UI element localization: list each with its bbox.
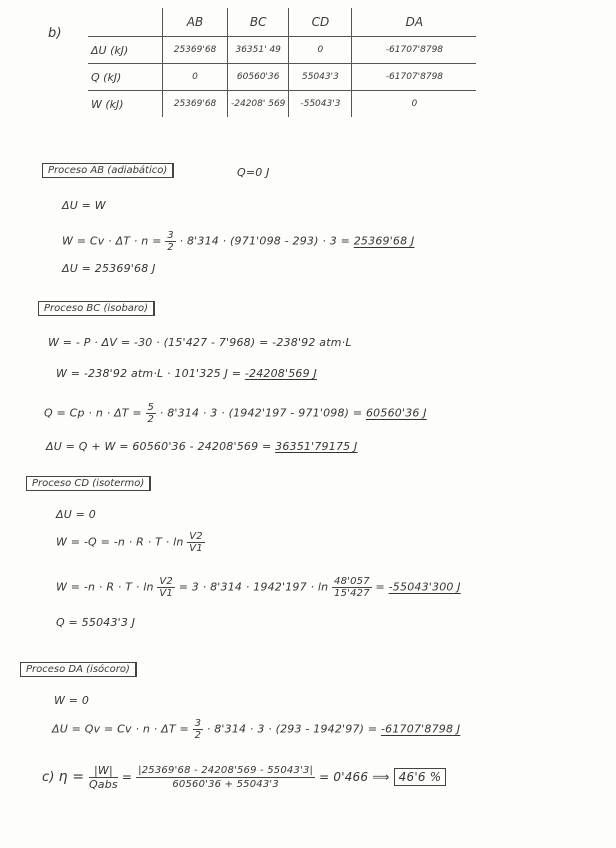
fraction-numerator: V2: [189, 531, 203, 542]
equation-text: =: [117, 770, 137, 784]
fraction: [332, 576, 372, 599]
fraction-numerator: |W|: [89, 764, 118, 778]
fraction: [165, 230, 176, 253]
table-row: [88, 91, 476, 118]
result-value: -55043'300 J: [388, 580, 461, 594]
final-answer: 46'6 %: [394, 768, 447, 786]
result-value: -61707'8798 J: [380, 722, 461, 736]
equation-text: = 0'466 ⟹: [315, 770, 394, 784]
fraction-numerator: 3: [167, 230, 174, 241]
process-bc-line-3: [44, 402, 427, 425]
part-c-line: [42, 764, 446, 791]
fraction-denominator: V1: [189, 543, 203, 554]
fraction-denominator: 2: [147, 414, 155, 425]
table-cell: 25369'68: [163, 37, 228, 64]
process-bc-title: Proceso BC (isobaro): [38, 301, 155, 316]
table-cell: -61707'8798: [352, 64, 477, 91]
fraction: [136, 764, 315, 791]
fraction-numerator: 48'057: [334, 576, 370, 587]
fraction-denominator: 60560'36 + 55043'3: [172, 779, 279, 790]
fraction-numerator: 5: [147, 402, 155, 413]
equation-text: =: [371, 580, 389, 594]
fraction: [157, 576, 175, 599]
table-cell: -55043'3: [289, 91, 352, 118]
table-row: [88, 37, 476, 64]
process-da-title: Proceso DA (isócoro): [20, 662, 137, 677]
table-cell: -24208' 569: [228, 91, 289, 118]
fraction-denominator: Qabs: [88, 778, 118, 791]
table-cell: 0: [289, 37, 352, 64]
table-header-cell: CD: [289, 8, 352, 37]
equation-text: · 8'314 · (971'098 - 293) · 3 =: [175, 234, 354, 248]
result-value: 36351'79175 J: [275, 440, 358, 453]
process-cd-line-1: ΔU = 0: [56, 508, 96, 521]
equation-text: ΔU = Qv = Cv · n · ΔT =: [52, 722, 193, 736]
process-cd-title: Proceso CD (isotermo): [26, 476, 151, 491]
process-ab-line-1: ΔU = W: [62, 199, 106, 212]
equation-text: = 3 · 8'314 · 1942'197 · ln: [175, 580, 333, 594]
fraction: [146, 402, 157, 425]
results-table: [88, 8, 476, 117]
fraction-denominator: V1: [159, 588, 173, 599]
table-header-cell: [88, 8, 163, 37]
result-value: 25369'68 J: [353, 234, 415, 248]
equation-text: · 8'314 · 3 · (1942'197 - 971'098) =: [156, 406, 366, 420]
process-cd-line-2: [56, 531, 205, 554]
fraction: [193, 718, 204, 741]
table-cell: 60560'36: [228, 64, 289, 91]
result-value: -24208'569 J: [244, 367, 317, 380]
table-cell: 0: [163, 64, 228, 91]
process-ab-line-2: [62, 230, 414, 253]
table-row: [88, 64, 476, 91]
process-ab-title: Proceso AB (adiabático): [42, 163, 174, 178]
part-c-label: c): [42, 770, 55, 785]
process-bc-line-1: W = - P · ΔV = -30 · (15'427 - 7'968) = -238'92 atm·L: [48, 336, 352, 349]
equation-text: W = -n · R · T · ln: [56, 580, 158, 594]
fraction-denominator: 2: [167, 242, 174, 253]
process-da-line-2: [52, 718, 460, 741]
table-cell: 55043'3: [289, 64, 352, 91]
process-da-line-1: W = 0: [54, 694, 90, 707]
fraction-denominator: 15'427: [334, 588, 370, 599]
process-cd-line-3: [56, 576, 461, 599]
table-cell: 36351' 49: [228, 37, 289, 64]
table-cell: ΔU (kJ): [88, 37, 163, 64]
process-bc-line-4: [46, 440, 358, 453]
equation-text: W = -Q = -n · R · T · ln: [56, 535, 188, 549]
fraction: [187, 531, 205, 554]
part-b-label: b): [48, 26, 62, 41]
equation-text: W = -238'92 atm·L · 101'325 J =: [56, 367, 245, 380]
fraction-numerator: |25369'68 - 24208'569 - 55043'3|: [138, 765, 314, 776]
table-header-cell: DA: [352, 8, 477, 37]
table-header-cell: AB: [163, 8, 228, 37]
process-ab-condition: Q=0 J: [237, 166, 270, 179]
equation-text: Q = Cp · n · ΔT =: [44, 406, 146, 420]
fraction-numerator: 3: [194, 718, 202, 729]
table-header-row: [88, 8, 476, 37]
process-cd-line-4: Q = 55043'3 J: [56, 616, 136, 629]
result-value: 60560'36 J: [365, 406, 427, 420]
table-cell: -61707'8798: [352, 37, 477, 64]
equation-text: ΔU = Q + W = 60560'36 - 24208'569 =: [46, 440, 276, 453]
efficiency-symbol: η =: [58, 769, 89, 785]
equation-text: W = Cv · ΔT · n =: [62, 234, 166, 248]
table-cell: 0: [352, 91, 477, 118]
process-bc-line-2: [56, 367, 317, 380]
fraction-numerator: V2: [159, 576, 173, 587]
equation-text: · 8'314 · 3 · (293 - 1942'97) =: [203, 722, 381, 736]
table-cell: Q (kJ): [88, 64, 163, 91]
process-ab-line-3: ΔU = 25369'68 J: [62, 262, 156, 275]
fraction-denominator: 2: [194, 730, 202, 741]
table-cell: W (kJ): [88, 91, 163, 118]
table-header-cell: BC: [228, 8, 289, 37]
table-cell: 25369'68: [163, 91, 228, 118]
fraction: [89, 764, 118, 791]
